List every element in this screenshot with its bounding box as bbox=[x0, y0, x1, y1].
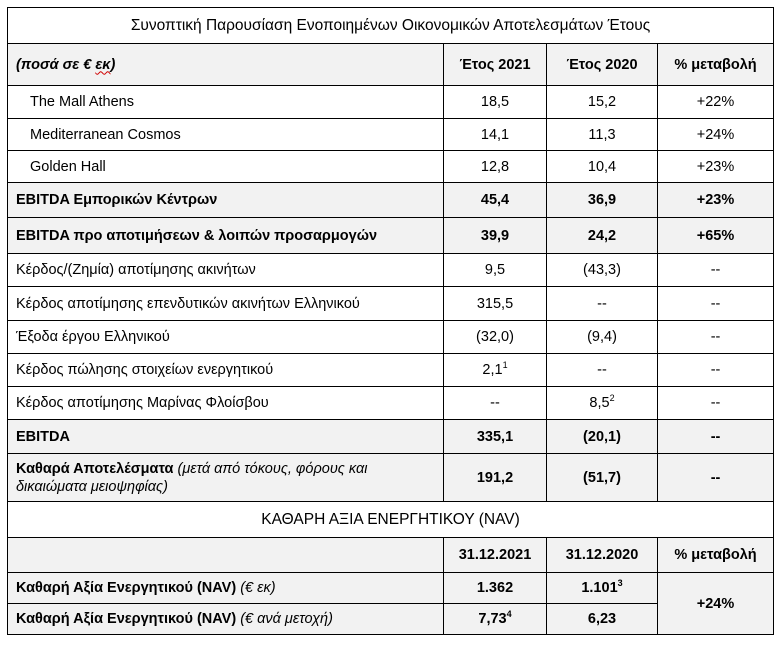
row-label: Κέρδος/(Ζημία) αποτίμησης ακινήτων bbox=[8, 254, 444, 287]
value-change: -- bbox=[658, 420, 774, 454]
value-2021: 191,2 bbox=[444, 454, 547, 502]
value-change: -- bbox=[658, 287, 774, 321]
table-row bbox=[8, 287, 774, 321]
row-label: Καθαρή Αξία Ενεργητικού (NAV) (€ ανά μετοχή) bbox=[8, 604, 444, 635]
nav-col-2021: 31.12.2021 bbox=[444, 538, 547, 573]
value-2021: -- bbox=[444, 387, 547, 420]
value-2020: 10,4 bbox=[547, 151, 658, 183]
footnote-marker: 3 bbox=[617, 578, 623, 589]
nav-col-change: % μεταβολή bbox=[658, 538, 774, 573]
table-row bbox=[8, 86, 774, 119]
value-2020: (9,4) bbox=[547, 321, 658, 354]
value-change: +65% bbox=[658, 218, 774, 254]
table-row bbox=[8, 454, 774, 502]
row-label: Κέρδος αποτίμησης Μαρίνας Φλοίσβου bbox=[8, 387, 444, 420]
row-note: (μετά από τόκους, φόρους και δικαιώματα μειοψηφίας) bbox=[16, 460, 368, 495]
value-2020: (20,1) bbox=[547, 420, 658, 454]
col-header-2020: Έτος 2020 bbox=[547, 44, 658, 86]
value-2021: 14,1 bbox=[444, 119, 547, 151]
table-row bbox=[8, 183, 774, 218]
nav-header-blank bbox=[8, 538, 444, 573]
value-2021: 9,5 bbox=[444, 254, 547, 287]
value-2020: 24,2 bbox=[547, 218, 658, 254]
table-row bbox=[8, 321, 774, 354]
table-row bbox=[8, 119, 774, 151]
table-row bbox=[8, 387, 774, 420]
table-row bbox=[8, 218, 774, 254]
row-label: EBITDA προ αποτιμήσεων & λοιπών προσαρμογών bbox=[8, 218, 444, 254]
row-label: Κέρδος πώλησης στοιχείων ενεργητικού bbox=[8, 354, 444, 387]
header-row bbox=[8, 44, 774, 86]
nav-col-2020: 31.12.2020 bbox=[547, 538, 658, 573]
value-change: +23% bbox=[658, 183, 774, 218]
table-row bbox=[8, 254, 774, 287]
value-2020: 11,3 bbox=[547, 119, 658, 151]
nav-section-title: ΚΑΘΑΡΗ ΑΞΙΑ ΕΝΕΡΓΗΤΙΚΟΥ (NAV) bbox=[8, 502, 774, 538]
value-2020: 1.101$^3$ bbox=[547, 573, 658, 604]
value-2021: 335,1 bbox=[444, 420, 547, 454]
row-label: Καθαρά Αποτελέσματα (μετά από τόκους, φόρους και δικαιώματα μειοψηφίας) bbox=[8, 454, 444, 502]
row-label: Καθαρή Αξία Ενεργητικού (NAV) (€ εκ) bbox=[8, 573, 444, 604]
value-2021: 12,8 bbox=[444, 151, 547, 183]
value-2020: $8,5^2$ bbox=[547, 387, 658, 420]
value-2020: -- bbox=[547, 287, 658, 321]
value-2021: 315,5 bbox=[444, 287, 547, 321]
footnote-marker: 1 bbox=[502, 360, 508, 371]
value-2021: 1.362 bbox=[444, 573, 547, 604]
value-change: -- bbox=[658, 454, 774, 502]
value-change: +23% bbox=[658, 151, 774, 183]
col-header-2021: Έτος 2021 bbox=[444, 44, 547, 86]
value-change: -- bbox=[658, 354, 774, 387]
value-2021: 18,5 bbox=[444, 86, 547, 119]
row-label: Κέρδος αποτίμησης επενδυτικών ακινήτων Ελληνικού bbox=[8, 287, 444, 321]
table-row bbox=[8, 420, 774, 454]
value-change: -- bbox=[658, 387, 774, 420]
footnote-marker: 2 bbox=[609, 393, 615, 404]
table-row bbox=[8, 573, 774, 604]
units-label: (ποσά σε € εκ) bbox=[8, 44, 444, 86]
footnote-marker: 4 bbox=[506, 609, 512, 620]
value-2020: (51,7) bbox=[547, 454, 658, 502]
nav-header-row bbox=[8, 538, 774, 573]
table-row bbox=[8, 354, 774, 387]
value-2021: 45,4 bbox=[444, 183, 547, 218]
table-title: Συνοπτική Παρουσίαση Ενοποιημένων Οικονομικών Αποτελεσμάτων Έτους bbox=[8, 8, 774, 44]
row-label: EBITDA Εμπορικών Κέντρων bbox=[8, 183, 444, 218]
col-header-change: % μεταβολή bbox=[658, 44, 774, 86]
value-2020: 15,2 bbox=[547, 86, 658, 119]
row-label: EBITDA bbox=[8, 420, 444, 454]
value-2021: 7,73$^4$ bbox=[444, 604, 547, 635]
value-2021: (32,0) bbox=[444, 321, 547, 354]
table-row bbox=[8, 151, 774, 183]
row-label: The Mall Athens bbox=[8, 86, 444, 119]
row-label: Έξοδα έργου Ελληνικού bbox=[8, 321, 444, 354]
value-2020: -- bbox=[547, 354, 658, 387]
value-2020: 36,9 bbox=[547, 183, 658, 218]
value-2020: 6,23 bbox=[547, 604, 658, 635]
value-change: -- bbox=[658, 254, 774, 287]
value-change: -- bbox=[658, 321, 774, 354]
value-2021: $2,1^1$ bbox=[444, 354, 547, 387]
row-label: Golden Hall bbox=[8, 151, 444, 183]
value-2020: (43,3) bbox=[547, 254, 658, 287]
nav-change-value: +24% bbox=[658, 573, 774, 635]
row-label: Mediterranean Cosmos bbox=[8, 119, 444, 151]
financial-summary-table bbox=[7, 7, 774, 635]
value-2021: 39,9 bbox=[444, 218, 547, 254]
value-change: +24% bbox=[658, 119, 774, 151]
value-change: +22% bbox=[658, 86, 774, 119]
